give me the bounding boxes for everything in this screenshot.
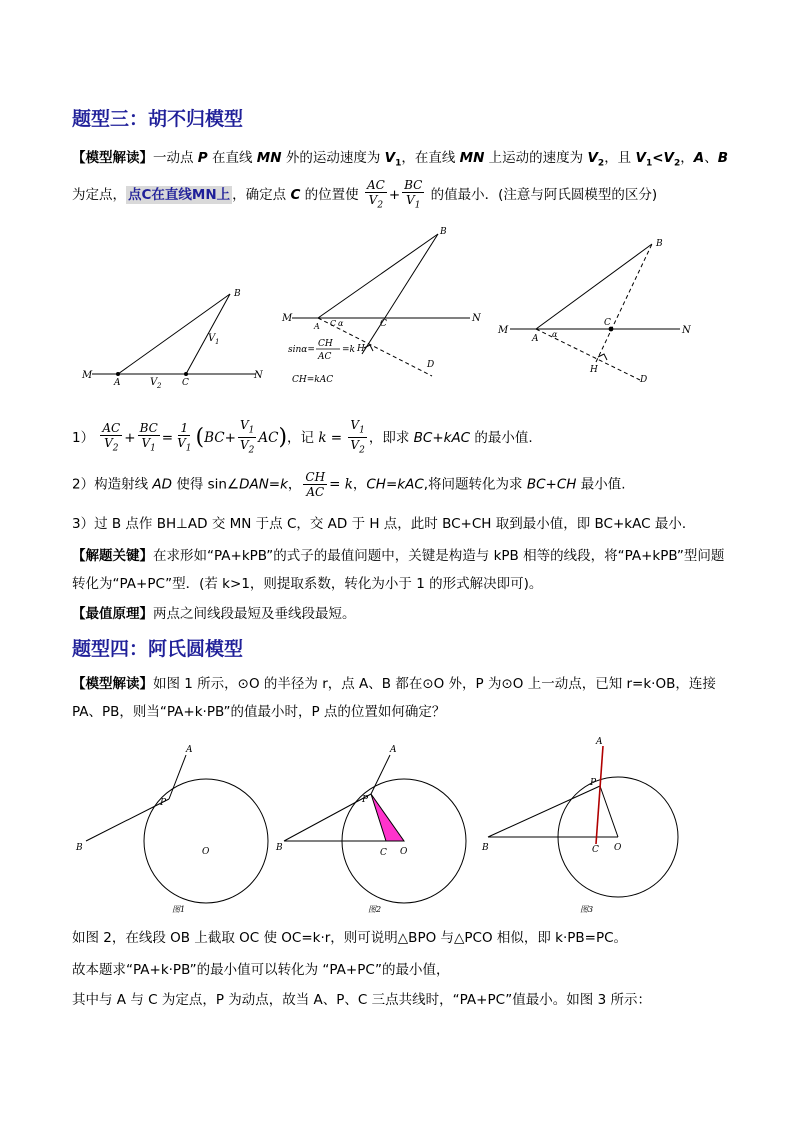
fraction-ac-v2: $\frac{AC}{V_2}$ <box>366 177 385 211</box>
svg-text:H: H <box>357 344 365 354</box>
intro-text: 如图 1 所示，⊙O 的半径为 r，点 A、B 都在⊙O 外，P 为⊙O 上一动点，已知 r=k·OB，连接 PA、PB，则当“PA+k·PB”的值最小时，P 点的位置如何确定？ <box>72 676 716 720</box>
intro-text: 一动点 <box>153 150 194 166</box>
svg-text:P: P <box>362 795 369 805</box>
svg-text:2: 2 <box>157 382 162 390</box>
svg-text:AC: AC <box>318 352 332 362</box>
intro-text: ，且 <box>604 150 632 166</box>
step2-text: 使得 sin∠ <box>176 476 240 493</box>
svg-text:C: C <box>380 319 387 329</box>
intro-text: 上运动的速度为 <box>488 150 584 166</box>
intro-tag: 【模型解读】 <box>72 676 153 692</box>
svg-text:A: A <box>186 745 193 755</box>
svg-text:A: A <box>596 737 603 747</box>
svg-text:M: M <box>82 370 93 381</box>
svg-text:α: α <box>338 319 344 328</box>
svg-text:O: O <box>614 843 622 853</box>
fraction: $\frac{CH}{AC}$ <box>305 470 326 499</box>
svg-text:M: M <box>282 313 293 324</box>
svg-text:D: D <box>427 360 435 370</box>
figure-2-caption: 图2 <box>368 905 382 914</box>
diagram-row-1 <box>0 218 794 408</box>
section3-title: 题型三：胡不归模型 <box>72 108 244 130</box>
step2-text: 最小值. <box>580 476 626 493</box>
svg-text:1: 1 <box>215 338 220 346</box>
svg-text:B: B <box>76 843 83 853</box>
fraction: $\frac{BC}{V_1}$ <box>139 420 158 454</box>
step1-text: 的最小值. <box>474 429 533 446</box>
principle-text: 两点之间线段最短及垂线段最短。 <box>153 606 356 622</box>
key-paragraph <box>72 542 732 598</box>
svg-text:V: V <box>150 377 158 388</box>
svg-text:C: C <box>380 848 387 858</box>
section3-intro: 【模型解读】一动点 P 在直线 MN 外的运动速度为 $V_1$，在直线 MN 上运动的速度为 $V_2$，且 $V_1<V_2$，A、B 为定点， 点C在直线MN上 ，确定点 C 的位置使 $\frac{AC}{V_2}$ + $\frac{BC}{V_1}$ 的值最小．(注意与阿氏圆模型的区分) <box>72 150 728 211</box>
svg-text:D: D <box>640 375 648 385</box>
svg-text:A: A <box>314 322 320 331</box>
figure-3-caption: 图3 <box>580 905 594 914</box>
section4-line-1: 如图 2，在线段 OB 上截取 OC 使 OC=k·r，则可说明△BPO 与△PCO 相似，即 k·PB=PC。 <box>72 930 628 946</box>
key-text: 在求形如“PA+kPB”的式子的最值问题中，关键是构造与 kPB 相等的线段，将“PA+kPB”型问题转化为“PA+PC”型．(若 k>1，则提取系数，转化为小于 1 的形式解决即可)。 <box>72 548 725 592</box>
section4-line-3: 其中与 A 与 C 为定点，P 为动点，故当 A、P、C 三点共线时，“PA+PC”值最小。如图 3 所示： <box>72 992 651 1008</box>
key-tag: 【解题关键】 <box>72 548 153 564</box>
svg-text:B: B <box>276 843 283 853</box>
intro-text: 的值最小．(注意与阿氏圆模型的区分) <box>430 186 658 203</box>
svg-text:B: B <box>440 227 447 237</box>
fraction: $\frac{V_1}{V_2}$ <box>350 418 365 456</box>
section4-title: 题型四：阿氏圆模型 <box>72 638 244 660</box>
step1-text: ，记 <box>287 429 315 446</box>
svg-text:N: N <box>254 370 263 381</box>
svg-text:C: C <box>182 378 189 388</box>
svg-text:N: N <box>682 325 691 336</box>
principle-paragraph <box>72 600 732 628</box>
figure-1-caption: 图1 <box>172 905 186 914</box>
svg-text:H: H <box>590 365 598 375</box>
fraction: $\frac{1}{V_1}$ <box>177 420 192 454</box>
svg-text:=k: =k <box>342 345 355 355</box>
step2-text: 将问题转化为求 <box>428 476 523 493</box>
sin-label: sinα= <box>288 345 315 355</box>
section4-line-2: 故本题求“PA+k·PB”的最小值可以转化为 “PA+PC”的最小值， <box>72 962 450 978</box>
svg-text:O: O <box>400 847 408 857</box>
step2-text: ， <box>287 476 302 493</box>
svg-text:A: A <box>532 334 539 344</box>
step2: 2）构造射线 AD 使得 sin∠DAN=k， $\frac{CH}{AC}$ = k，CH=kAC,将问题转化为求 BC+CH 最小值. <box>72 470 626 499</box>
svg-text:V: V <box>208 333 216 344</box>
highlight-point-c: 点C在直线MN上 <box>128 186 231 203</box>
ch-eq-label: CH=kAC <box>292 375 334 385</box>
svg-text:B: B <box>482 843 489 853</box>
svg-text:M: M <box>498 325 509 336</box>
step1-text: ，即求 <box>368 429 410 446</box>
svg-text:C: C <box>604 318 611 328</box>
svg-text:B: B <box>234 289 241 299</box>
intro-text: 外的运动速度为 <box>285 150 381 166</box>
step1-label: 1） <box>72 429 95 446</box>
svg-text:N: N <box>472 313 481 324</box>
intro-tag: 【模型解读】 <box>72 150 153 166</box>
step2-text: 2）构造射线 <box>72 476 149 493</box>
section4-intro <box>72 670 732 726</box>
svg-text:B: B <box>656 239 663 249</box>
fraction-bc-v1: $\frac{BC}{V_1}$ <box>404 177 423 211</box>
svg-text:α: α <box>552 330 558 339</box>
step3: 3）过 B 点作 BH⊥AD 交 MN 于点 C，交 AD 于 H 点，此时 BC+CH 取到最小值，即 BC+kAC 最小． <box>72 516 696 532</box>
step1: 1） $\frac{AC}{V_2}$ + $\frac{BC}{V_1}$ = $\frac{1}{V_1}$ (BC+ $\frac{V_1}{V_2}$ AC)，记 k = $\frac{V_1}{V_2}$ ，即求 BC+kAC 的最小值. <box>72 418 533 456</box>
svg-text:A: A <box>114 378 121 388</box>
svg-text:A: A <box>390 745 397 755</box>
svg-text:P: P <box>590 778 597 788</box>
intro-text: 在直线 <box>212 150 253 166</box>
diagram-row-2 <box>0 730 794 920</box>
fraction: $\frac{V_1}{V_2}$ <box>239 418 255 456</box>
intro-text: 的位置使 <box>304 186 359 203</box>
principle-tag: 【最值原理】 <box>72 606 153 622</box>
svg-text:O: O <box>202 847 210 857</box>
svg-text:P: P <box>160 798 167 808</box>
intro-text: 为定点， <box>72 186 126 203</box>
fraction: $\frac{AC}{V_2}$ <box>102 420 121 454</box>
svg-text:C: C <box>592 845 599 855</box>
intro-text: ，在直线 <box>401 150 456 166</box>
svg-text:CH: CH <box>318 339 333 349</box>
svg-text:C: C <box>330 319 337 328</box>
intro-text: ，确定点 <box>232 186 287 203</box>
